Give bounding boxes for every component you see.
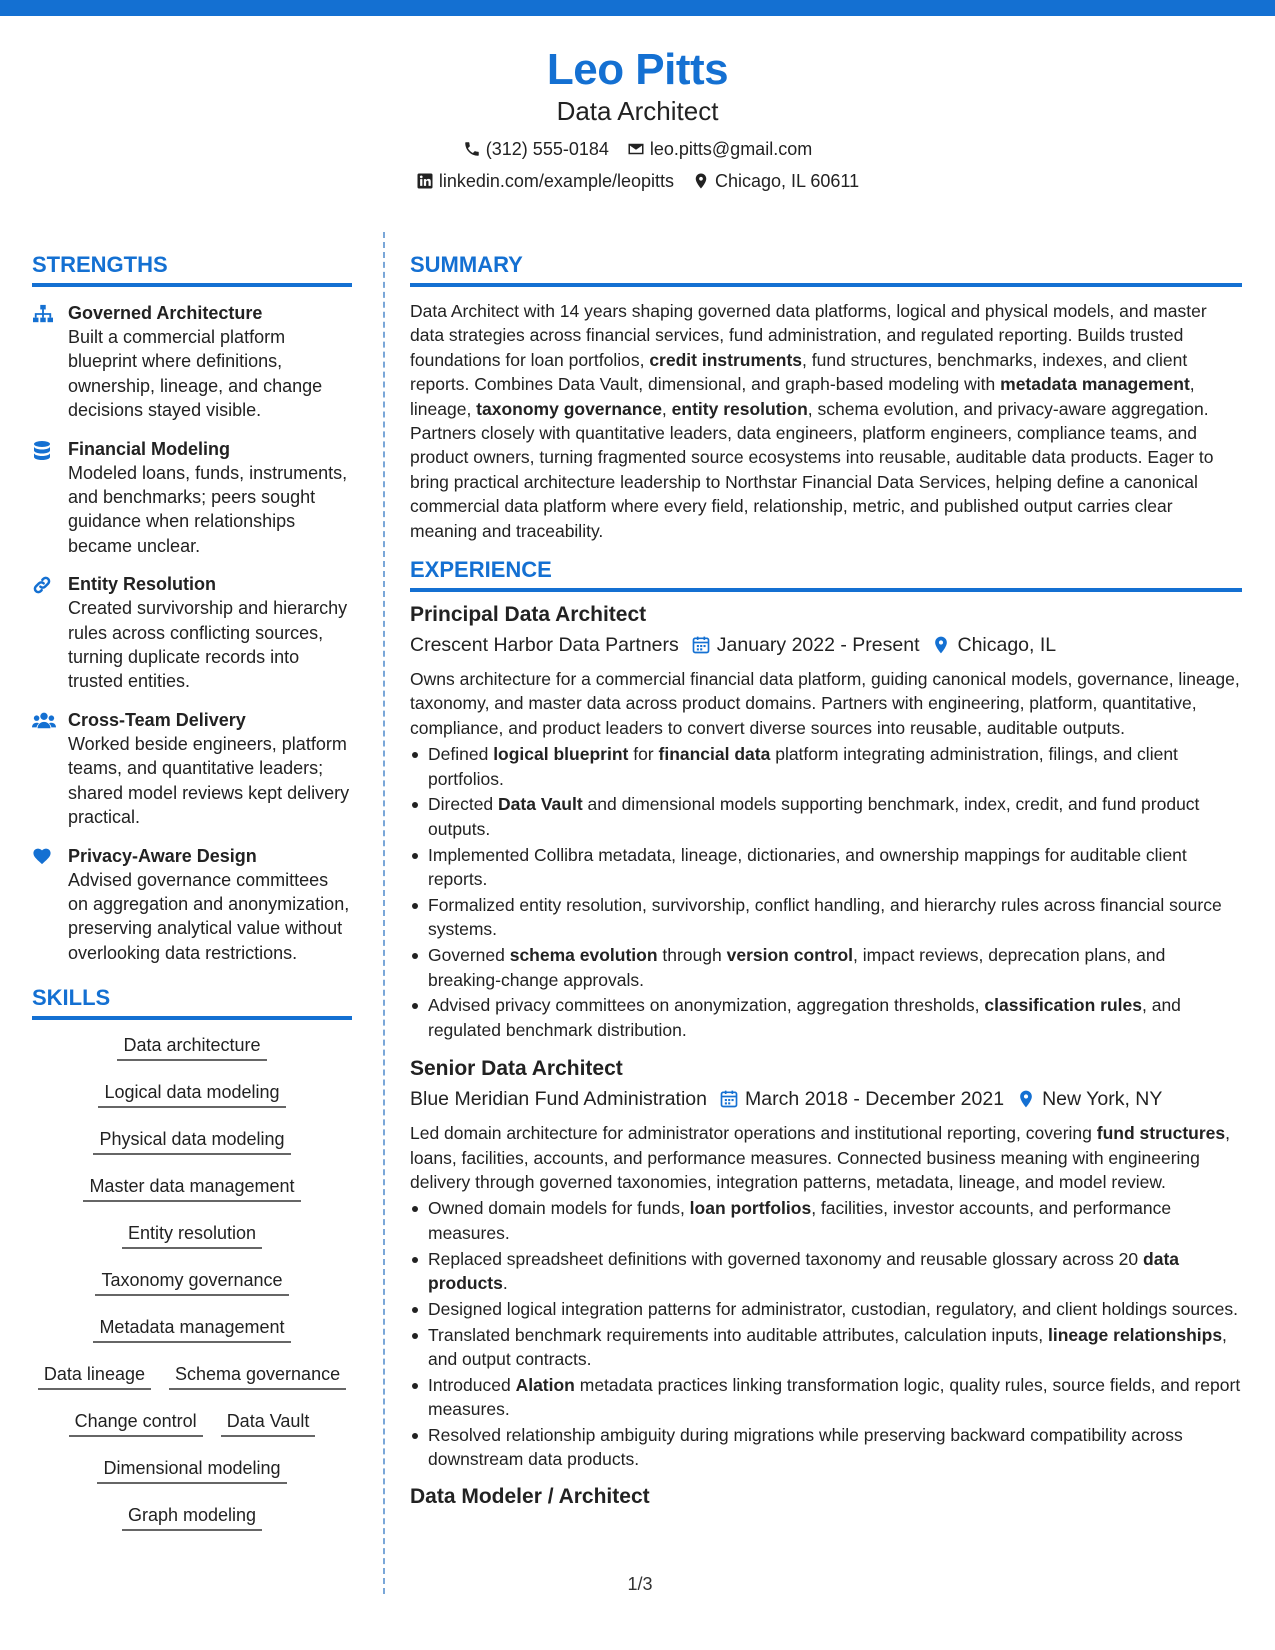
skill-row (98, 1081, 285, 1108)
email-text[interactable]: leo.pitts@gmail.com (649, 139, 813, 159)
bold-keyword: entity resolution (671, 398, 808, 419)
skill-row (93, 1128, 290, 1155)
experience-section (410, 557, 1242, 1510)
skill-tag: Dimensional modeling (97, 1457, 286, 1484)
strength-text: Built a commercial platform blueprint where definitions, ownership, lineage, and change decisions stayed visible. (68, 327, 323, 421)
skill-tag: Data architecture (117, 1034, 266, 1061)
skill-row (38, 1363, 346, 1390)
bold-keyword: credit instruments (649, 349, 803, 370)
job-bullet (410, 893, 1242, 942)
skills-section (32, 985, 352, 1531)
strengths-list (32, 301, 352, 965)
skill-row (93, 1316, 290, 1343)
job-company: Crescent Harbor Data Partners (410, 634, 679, 657)
strength-item (32, 844, 352, 966)
skill-tag: Data Vault (221, 1410, 316, 1437)
map-pin-icon (692, 172, 710, 190)
candidate-title: Data Architect (556, 96, 719, 126)
job-entry (410, 1484, 1242, 1510)
bold-keyword: metadata management (1000, 374, 1190, 395)
skills-list (32, 1034, 352, 1531)
job-company: Blue Meridian Fund Administration (410, 1088, 707, 1111)
strength-item (32, 437, 352, 559)
skill-row (122, 1222, 262, 1249)
strength-heading: Financial Modeling (68, 438, 231, 459)
contact-email[interactable] (627, 138, 812, 160)
column-divider (383, 232, 385, 1594)
text-run: Advised privacy committees on anonymization, aggregation thresholds, (428, 995, 985, 1016)
job-location: Chicago, IL (957, 634, 1057, 657)
text-run: , and output contracts. (428, 1324, 1227, 1369)
text-run: Governed (428, 945, 510, 966)
location-text: Chicago, IL 60611 (715, 171, 860, 191)
database-icon (32, 440, 52, 462)
job-meta (410, 632, 1242, 658)
contact-linkedin[interactable] (416, 170, 674, 192)
text-run: , loans, facilities, accounts, and performance measures. Connected business meaning with engineering delivery through governed taxonomies, integration patterns, metadata, lineage, and model review. (410, 1123, 1230, 1192)
text-run: Data Architect with 14 years shaping governed data platforms, logical and physical models, and master data strategies across financial services, fund administration, and regulated reporting. Builds trusted foundations for loan portfolios, (410, 301, 1207, 370)
text-run: , impact reviews, deprecation plans, and breaking-change approvals. (428, 945, 1166, 990)
skill-row (117, 1034, 266, 1061)
job-title: Principal Data Architect (410, 603, 647, 627)
strength-heading: Privacy-Aware Design (68, 845, 257, 866)
contact-phone (463, 138, 609, 160)
skill-row (69, 1410, 316, 1437)
job-bullet (410, 1196, 1242, 1245)
phone-icon (463, 140, 481, 158)
skill-tag: Data lineage (38, 1363, 151, 1390)
text-run: Replaced spreadsheet definitions with governed taxonomy and reusable glossary across 20 (428, 1248, 1144, 1269)
heart-icon (32, 847, 52, 865)
job-entry (410, 1056, 1242, 1472)
skill-tag: Taxonomy governance (95, 1269, 288, 1296)
summary-text (410, 299, 1242, 543)
job-bullet (410, 943, 1242, 992)
text-run: and dimensional models supporting benchmark, index, credit, and fund product outputs. (428, 794, 1200, 839)
skill-tag: Change control (69, 1410, 203, 1437)
bold-keyword: loan portfolios (689, 1198, 812, 1219)
job-dates: March 2018 - December 2021 (745, 1088, 1005, 1111)
job-bullet (410, 1323, 1242, 1372)
skill-tag: Master data management (83, 1175, 300, 1202)
linkedin-icon (416, 172, 434, 190)
strength-text: Created survivorship and hierarchy rules across conflicting sources, turning duplicate records into trusted entities. (68, 598, 348, 692)
text-run: Introduced (428, 1374, 516, 1395)
bold-keyword: taxonomy governance (476, 398, 662, 419)
text-run: . (502, 1272, 508, 1293)
strength-item (32, 301, 352, 423)
job-description (410, 667, 1242, 740)
text-run: Formalized entity resolution, survivorship, conflict handling, and hierarchy rules across financial source systems. (428, 894, 1222, 940)
strength-heading: Cross-Team Delivery (68, 709, 246, 730)
left-column (32, 252, 352, 1531)
text-run: Owned domain models for funds, (428, 1198, 690, 1219)
text-run: Owns architecture for a commercial financial data platform, guiding canonical models, governance, lineage, taxonomy, and master data across product domains. Partners with engineering, platform, quantitative, compliance, and product leaders to convert diverse sources into reusable, auditable outputs. (410, 669, 1240, 738)
experience-heading: EXPERIENCE (410, 557, 1242, 592)
job-title: Senior Data Architect (410, 1057, 623, 1081)
job-bullet (410, 1373, 1242, 1422)
job-bullets (410, 742, 1242, 1042)
text-run: Resolved relationship ambiguity during migrations while preserving backward compatibility across downstream data products. (428, 1424, 1183, 1470)
text-run: Implemented Collibra metadata, lineage, dictionaries, and ownership mappings for auditable client reports. (428, 844, 1187, 890)
page-number: 1/3 (627, 1574, 653, 1594)
bold-keyword: Data Vault (498, 794, 583, 815)
strength-heading: Entity Resolution (68, 574, 216, 595)
contact-row (0, 138, 1275, 160)
text-run: , lineage, (410, 374, 1195, 419)
envelope-icon (627, 140, 645, 158)
skill-row (97, 1457, 286, 1484)
strength-item (32, 572, 352, 694)
text-run: Defined (428, 744, 494, 765)
right-column (410, 252, 1242, 1510)
job-bullet (410, 792, 1242, 841)
bold-keyword: fund structures (1096, 1123, 1226, 1144)
skills-heading: SKILLS (32, 985, 352, 1020)
calendar-icon (719, 1089, 739, 1109)
text-run: Directed (428, 794, 499, 815)
strength-heading: Governed Architecture (68, 303, 263, 323)
skill-tag: Physical data modeling (93, 1128, 290, 1155)
contact-location (692, 170, 859, 192)
skill-tag: Entity resolution (122, 1222, 262, 1249)
text-run: Led domain architecture for administrator operations and institutional reporting, covering (410, 1123, 1097, 1144)
strength-text: Worked beside engineers, platform teams, and quantitative leaders; shared model reviews kept delivery practical. (68, 733, 350, 828)
linkedin-text[interactable]: linkedin.com/example/leopitts (438, 171, 674, 191)
job-entry (410, 602, 1242, 1042)
strength-text: Modeled loans, funds, instruments, and benchmarks; peers sought guidance when relationships became unclear. (68, 462, 348, 556)
text-run: through (657, 945, 727, 966)
bold-keyword: Alation (515, 1374, 575, 1395)
map-pin-icon (1016, 1089, 1036, 1109)
sitemap-icon (32, 304, 54, 324)
skill-tag: Logical data modeling (98, 1081, 285, 1108)
candidate-name: Leo Pitts (546, 45, 729, 94)
text-run: , (661, 398, 672, 419)
text-run: , and regulated benchmark distribution. (428, 995, 1181, 1040)
text-run: platform integrating administration, filings, and client portfolios. (428, 744, 1178, 789)
job-bullet (410, 843, 1242, 892)
phone-text: (312) 555-0184 (485, 139, 609, 159)
bold-keyword: version control (726, 945, 854, 966)
job-bullet (410, 742, 1242, 791)
users-icon (32, 711, 56, 729)
bold-keyword: classification rules (984, 995, 1142, 1016)
job-bullet (410, 993, 1242, 1042)
bold-keyword: financial data (658, 744, 771, 765)
text-run: metadata practices linking transformation logic, quality rules, source fields, and report measures. (428, 1374, 1241, 1420)
skill-row (83, 1175, 300, 1202)
job-dates: January 2022 - Present (716, 634, 920, 657)
job-description (410, 1121, 1242, 1194)
text-run: Designed logical integration patterns for administrator, custodian, regulatory, and client holdings sources. (428, 1298, 1238, 1319)
skill-tag: Graph modeling (122, 1504, 262, 1531)
skill-row (95, 1269, 288, 1296)
text-run: , schema evolution, and privacy-aware aggregation. Partners closely with quantitative leaders, data engineers, platform engineers, compliance teams, and product owners, turning fragmented source ecosystems into reusable, auditable data products. Eager to bring practical architecture leadership to Northstar Financial Data Services, helping define a canonical commercial data platform where every field, relationship, metric, and published output carries clear meaning and traceability. (410, 398, 1214, 541)
job-title: Data Modeler / Architect (410, 1484, 650, 1508)
job-bullet (410, 1423, 1242, 1472)
job-bullet (410, 1297, 1242, 1321)
contact-row-2 (0, 170, 1275, 192)
link-icon (32, 575, 52, 595)
text-run: Translated benchmark requirements into auditable attributes, calculation inputs, (428, 1324, 1048, 1345)
calendar-icon (691, 635, 711, 655)
skill-tag: Schema governance (169, 1363, 346, 1390)
bold-keyword: schema evolution (509, 945, 658, 966)
map-pin-icon (931, 635, 951, 655)
strength-item (32, 708, 352, 830)
summary-heading: SUMMARY (410, 252, 1242, 287)
bold-keyword: data products (428, 1248, 1179, 1293)
job-bullet (410, 1247, 1242, 1296)
strengths-heading: STRENGTHS (32, 252, 352, 287)
text-run: for (628, 744, 659, 765)
skill-row (122, 1504, 262, 1531)
job-location: New York, NY (1042, 1088, 1163, 1111)
resume-header (0, 42, 1275, 192)
bold-keyword: logical blueprint (493, 744, 629, 765)
skill-tag: Metadata management (93, 1316, 290, 1343)
text-run: , facilities, investor accounts, and performance measures. (428, 1198, 1172, 1243)
strength-text: Advised governance committees on aggregation and anonymization, preserving analytical value without overlooking data restrictions. (68, 869, 350, 963)
text-run: , fund structures, benchmarks, indexes, and client reports. Combines Data Vault, dimensional, and graph-based modeling with (410, 349, 1188, 395)
job-bullets (410, 1196, 1242, 1471)
bold-keyword: lineage relationships (1047, 1324, 1223, 1345)
job-meta (410, 1086, 1242, 1112)
top-accent-bar (0, 0, 1275, 16)
